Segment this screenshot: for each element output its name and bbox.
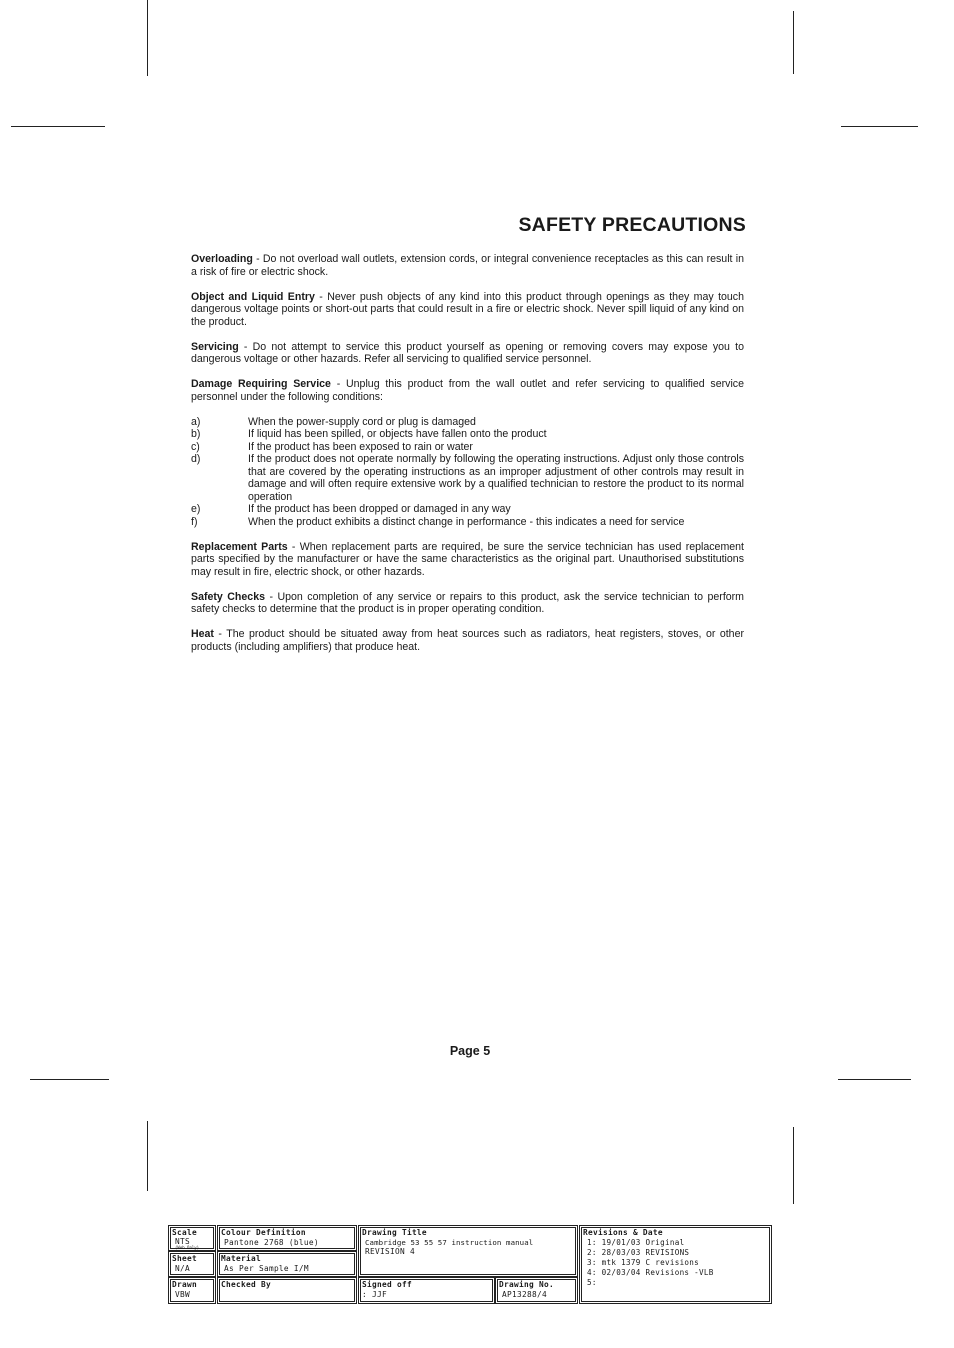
- list-item-letter: b): [191, 428, 201, 440]
- material-cell: [217, 1251, 357, 1277]
- section-overloading: [191, 253, 744, 278]
- crop-mark: [838, 1079, 911, 1080]
- section-safety-checks: [191, 591, 744, 616]
- safety-content: [191, 253, 744, 666]
- drawing-title-block: [168, 1225, 772, 1305]
- drawing-number-cell: [495, 1277, 578, 1304]
- list-item-letter: a): [191, 415, 201, 428]
- section-heading: Servicing: [191, 340, 239, 353]
- revision-entry: 1: 19/01/03 Original: [587, 1237, 685, 1247]
- revision-entry: 2: 28/03/03 REVISIONS: [587, 1247, 690, 1257]
- scale-label: Scale: [172, 1228, 197, 1237]
- drawing-number-value: AP13288/4: [502, 1289, 547, 1299]
- list-item-text: If liquid has been spilled, or objects have fallen onto the product: [248, 428, 547, 440]
- signed-off-value: : JJF: [362, 1289, 387, 1299]
- list-item-letter: d): [191, 453, 201, 465]
- section-object-liquid-entry: [191, 291, 744, 329]
- list-item-text: If the product has been dropped or damaged in any way: [248, 503, 511, 515]
- crop-mark: [147, 0, 148, 76]
- sheet-value: N/A: [175, 1263, 190, 1273]
- list-item: [191, 516, 744, 529]
- section-text: - The product should be situated away from heat sources such as radiators, heat registers, stoves, or other products (including amplifiers) that produce heat.: [191, 628, 744, 653]
- colour-definition-cell: [217, 1225, 357, 1251]
- list-item: [191, 428, 744, 441]
- list-item-text: If the product has been exposed to rain or water: [248, 440, 473, 453]
- material-label: Material: [221, 1254, 261, 1263]
- section-text: - Do not attempt to service this product yourself as opening or removing covers may expose you to dangerous voltage or other hazards. Refer all servicing to qualified service personnel.: [191, 340, 744, 365]
- checked-by-cell: [217, 1277, 357, 1304]
- colour-value: Pantone 2768 (blue): [224, 1237, 319, 1247]
- section-heading: Overloading: [191, 253, 253, 265]
- drawing-title-label: Drawing Title: [362, 1228, 427, 1237]
- drawing-title-line1: Cambridge 53 55 57 instruction manual: [365, 1237, 534, 1247]
- section-replacement-parts: [191, 541, 744, 579]
- section-heading: Heat: [191, 628, 214, 640]
- crop-mark: [147, 1121, 148, 1191]
- section-heading: Safety Checks: [191, 590, 265, 603]
- list-item: [191, 503, 744, 516]
- sheet-cell: [168, 1251, 216, 1277]
- list-item-letter: f): [191, 515, 198, 528]
- page-title: SAFETY PRECAUTIONS: [518, 214, 746, 236]
- revision-entry: 3: mtk 1379 C revisions: [587, 1257, 700, 1267]
- scale-cell: [168, 1225, 216, 1251]
- scale-note: (Web Only): [175, 1244, 200, 1250]
- list-item-letter: e): [191, 503, 201, 515]
- list-item: [191, 441, 744, 454]
- list-item: [191, 453, 744, 503]
- list-item-letter: c): [191, 440, 200, 453]
- scale-value: NTS: [175, 1236, 190, 1246]
- revision-entry: 5:: [587, 1277, 597, 1287]
- section-text: - Upon completion of any service or repairs to this product, ask the service technician to perform safety checks to determine that the product is in proper operating condition.: [191, 590, 745, 615]
- conditions-list: [191, 416, 744, 529]
- revision-entry: 4: 02/03/04 Revisions -VLB: [587, 1267, 714, 1277]
- drawing-number-label: Drawing No.: [499, 1280, 554, 1289]
- crop-mark: [11, 126, 105, 127]
- section-damage-requiring-service: [191, 378, 744, 403]
- revisions-label: Revisions & Date: [583, 1228, 663, 1237]
- section-text: - Never push objects of any kind into this product through openings as they may touch dangerous voltage points or short-out parts that could result in a fire or electric shock. Never spill liquid of any kind on the product.: [191, 290, 744, 328]
- section-text: - When replacement parts are required, be sure the service technician has used replacement parts specified by the manufacturer or have the same characteristics as the original part. Unauthorised substitutions may result in fire, electric shock, or other hazards.: [191, 540, 744, 578]
- crop-mark: [841, 126, 918, 127]
- signed-off-label: Signed off: [362, 1280, 412, 1289]
- list-item-text: When the power-supply cord or plug is damaged: [248, 415, 476, 428]
- material-value: As Per Sample I/M: [224, 1263, 309, 1273]
- colour-label: Colour Definition: [221, 1228, 306, 1237]
- section-text: - Do not overload wall outlets, extension cords, or integral convenience receptacles as this can result in a risk of fire or electric shock.: [191, 253, 744, 278]
- drawing-title-line2: REVISION 4: [365, 1247, 415, 1256]
- section-text: - Unplug this product from the wall outlet and refer servicing to qualified service personnel under the following conditions:: [191, 378, 744, 403]
- page-number: Page 5: [449, 1044, 491, 1058]
- list-item-text: When the product exhibits a distinct change in performance - this indicates a need for service: [248, 515, 685, 528]
- crop-mark: [30, 1079, 109, 1080]
- list-item-text: If the product does not operate normally by following the operating instructions. Adjust only those controls that are covered by the operating instructions as an improper adjustment of other controls may result in damage and will often require extensive work by a qualified technician to restore the product to its normal operation: [248, 453, 744, 503]
- drawing-title-cell: [358, 1225, 578, 1277]
- checked-by-label: Checked By: [221, 1280, 271, 1289]
- section-servicing: [191, 341, 744, 366]
- section-heading: Damage Requiring Service: [191, 378, 331, 390]
- section-heading: Replacement Parts: [191, 540, 288, 553]
- section-heat: [191, 628, 744, 653]
- revisions-cell: [579, 1225, 772, 1304]
- drawn-cell: [168, 1277, 216, 1304]
- crop-mark: [793, 1127, 794, 1204]
- drawn-label: Drawn: [172, 1280, 197, 1289]
- section-heading: Object and Liquid Entry: [191, 290, 315, 303]
- crop-mark: [793, 11, 794, 74]
- signed-off-cell: [358, 1277, 495, 1304]
- drawn-value: VBW: [175, 1289, 190, 1299]
- list-item: [191, 416, 744, 429]
- sheet-label: Sheet: [172, 1254, 197, 1263]
